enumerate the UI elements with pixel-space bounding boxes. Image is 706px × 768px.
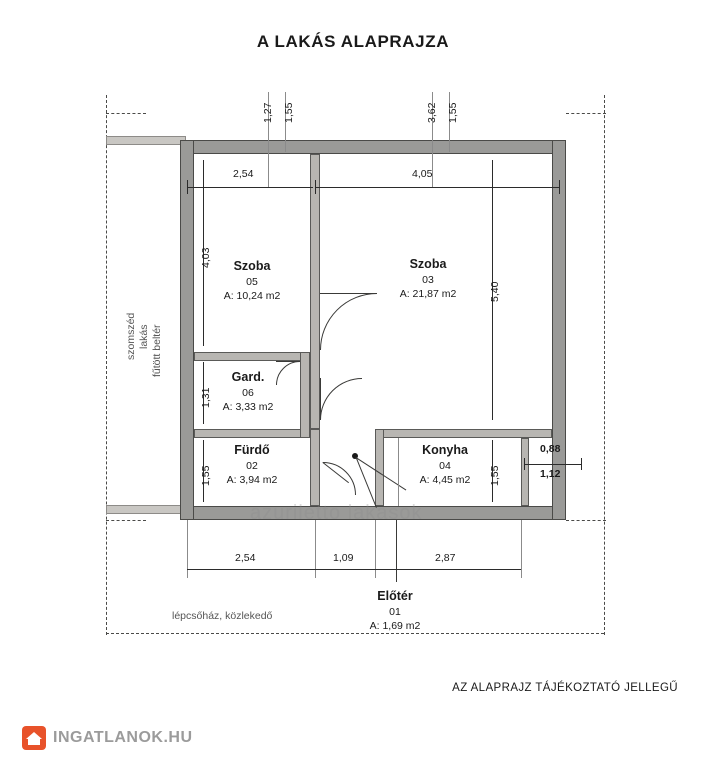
dim-2-87-bottom: 2,87 [435,552,456,564]
room-area: A: 10,24 m2 [223,290,281,303]
dim-1-55-konyha: 1,55 [489,465,501,486]
interior-wall-horizontal-kitchen-top [375,429,552,438]
dim-2-54-top: 2,54 [233,168,254,180]
boundary-dash-top-right [566,113,606,114]
dim-tick-top-1 [187,180,188,194]
dim-1-12: 1,12 [540,468,561,480]
dim-0-88: 0,88 [540,443,561,455]
dim-tick-nook-1 [524,458,525,470]
dim-top-3-62: 3,62 [426,102,438,123]
dim-line-bottom-left [187,569,315,570]
boundary-dash-mid-right [566,520,606,521]
interior-wall-vertical-center-upper [310,154,320,429]
boundary-dash-top-left [106,113,146,114]
dim-5-40: 5,40 [489,281,501,302]
site-brand [22,726,193,750]
note-neighbour-line3: fűtött beltér [151,324,163,377]
dim-tick-top-3 [559,180,560,194]
plan-disclaimer: AZ ALAPRAJZ TÁJÉKOZTATÓ JELLEGŰ [452,682,678,694]
room-name: Előtér [377,589,413,603]
dim-4-05-top: 4,05 [412,168,433,180]
room-number: 03 [422,273,434,286]
dim-line-bottom-mid [315,569,375,570]
room-name: Gard. [231,370,265,384]
room-label-szoba-05 [198,258,306,303]
room-number: 04 [439,459,451,472]
dim-tick-top-2 [315,180,316,194]
boundary-dash-left [106,95,107,635]
exterior-wall-left [180,140,194,520]
dim-top-1-27: 1,27 [262,102,274,123]
dim-4-03: 4,03 [200,247,212,268]
dim-1-09-bottom: 1,09 [333,552,354,564]
boundary-dash-right [604,95,605,635]
dim-line-top-right-span [316,187,559,188]
dim-line-nook [524,464,582,465]
interior-wall-horizontal-gard-bottom [194,429,310,438]
room-label-furdo-02 [198,442,306,487]
room-label-gard-06 [200,369,296,414]
neighbour-slab-top [106,136,186,145]
dim-tick-nook-2 [581,458,582,470]
note-neighbour-line1: szomszéd [125,312,137,360]
room-area: A: 3,94 m2 [226,474,278,487]
room-name: Fürdő [234,443,270,457]
dim-1-55-furdo: 1,55 [200,465,212,486]
room-area: A: 1,69 m2 [369,620,421,633]
room-number: 05 [246,275,258,288]
dim-top-1-55-left: 1,55 [283,102,295,123]
room-number: 06 [242,386,254,399]
leader-line-elotar [396,520,397,582]
room-number: 01 [389,605,401,618]
interior-wall-vertical-gard-right [300,352,310,438]
page-title: A LAKÁS ALAPRAJZA [256,32,450,51]
exterior-wall-right [552,140,566,520]
room-label-szoba-03 [372,256,484,301]
dim-line-top-left-span [187,187,313,188]
dim-1-31: 1,31 [200,387,212,408]
interior-wall-vertical-nook [521,438,529,506]
ext-line-bottom-4 [521,520,522,578]
note-stairs: lépcsőház, közlekedő [172,610,273,622]
room-number: 02 [246,459,258,472]
ingatlanok-logo-icon [22,726,46,750]
room-area: A: 3,33 m2 [222,401,274,414]
interior-wall-vertical-center-lower [310,429,320,506]
room-label-konyha-04 [390,442,500,487]
room-name: Konyha [422,443,468,457]
room-name: Szoba [233,259,271,273]
room-area: A: 4,45 m2 [419,474,471,487]
note-neighbour-line2: lakás [138,324,150,349]
room-label-elotar-01 [340,588,450,633]
dim-top-1-55-right: 1,55 [447,102,459,123]
neighbour-slab-bottom [106,505,186,514]
dim-2-54-bottom: 2,54 [235,552,256,564]
brand-name: INGATLANOK.HU [53,729,193,746]
watermark-text: azuriletto lakasok [250,502,423,524]
room-area: A: 21,87 m2 [399,288,457,301]
boundary-dash-mid-left [106,520,146,521]
interior-wall-vertical-kitchen-left [375,429,384,506]
exterior-wall-top [180,140,566,154]
interior-wall-horizontal-gard-top [194,352,310,361]
dim-line-bottom-right [375,569,521,570]
room-name: Szoba [409,257,447,271]
